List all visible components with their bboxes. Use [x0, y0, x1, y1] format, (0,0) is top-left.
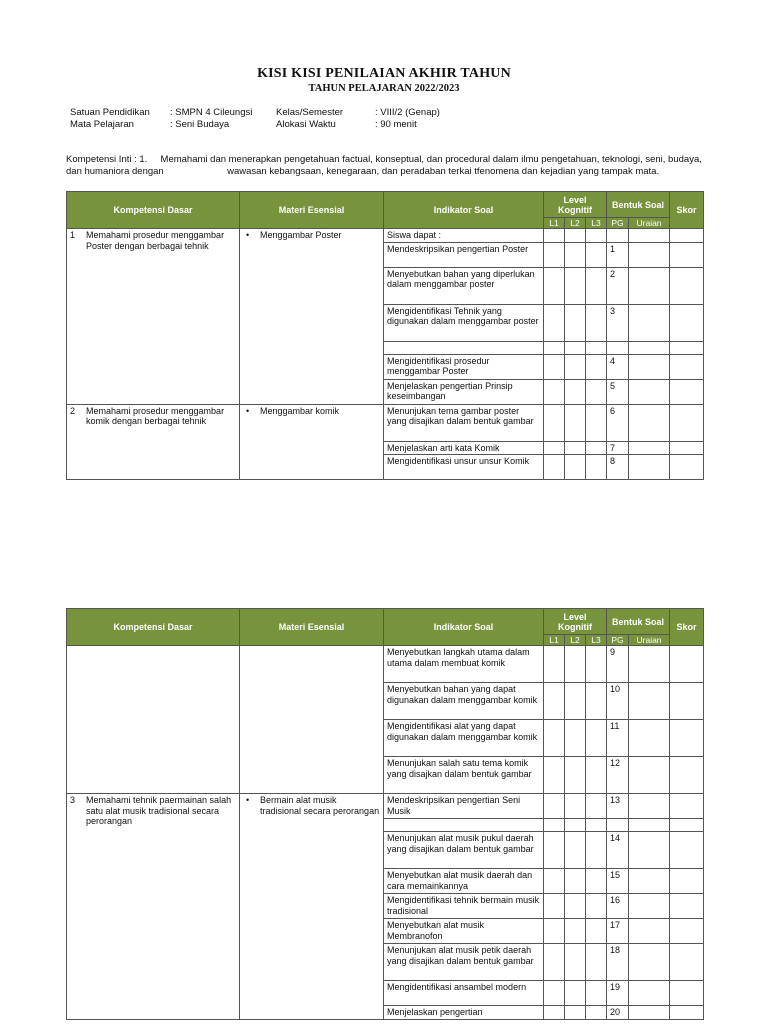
pg-number [607, 229, 629, 243]
indikator-cell: Mengidentifikasi ansambel modern [384, 981, 544, 1006]
indikator-cell: Mengidentifikasi tehnik bermain musik tradisional [384, 894, 544, 919]
header-l3: L3 [586, 635, 607, 646]
me-text: Menggambar komik [260, 405, 340, 416]
header-uraian: Uraian [629, 635, 670, 646]
indikator-cell: Menunjukan alat musik pukul daerah yang disajikan dalam bentuk gambar [384, 832, 544, 869]
pg-number: 2 [607, 267, 629, 304]
pg-number: 5 [607, 379, 629, 404]
header-l2: L2 [565, 635, 586, 646]
indikator-cell: Mengidentifikasi prosedur menggambar Poster [384, 354, 544, 379]
pg-number: 13 [607, 794, 629, 819]
indikator-cell: Menyebutkan langkah utama dalam utama dalam membuat komik [384, 646, 544, 683]
indikator-cell: Mengidentifikasi unsur unsur Komik [384, 455, 544, 480]
ki-text-2: wawasan kebangsaan, kenegaraan, dan peradaban terkai tfenomena dan kejadian yang tampak mata. [227, 165, 660, 177]
indikator-cell: Mengidentifikasi Tehnik yang digunakan dalam menggambar poster [384, 304, 544, 341]
ki-text: Memahami dan menerapkan pengetahuan factual, konseptual, dan procedural dalam ilmu pengetahuan, teknologi, seni, budaya, dan humaniora dengan [66, 154, 702, 177]
indikator-cell: Menjelaskan pengertian Prinsip keseimbangan [384, 379, 544, 404]
header-bentuk-soal: Bentuk Soal [607, 609, 670, 635]
me-cell-3 [240, 794, 384, 1020]
header-l3: L3 [586, 218, 607, 229]
pg-number [607, 819, 629, 832]
waktu-label: Alokasi Waktu [276, 119, 336, 130]
pg-number: 16 [607, 894, 629, 919]
pg-number: 9 [607, 646, 629, 683]
pg-number: 20 [607, 1006, 629, 1020]
indikator-cell: Menunjukan salah satu tema komik yang disajkan dalam bentuk gambar [384, 757, 544, 794]
pg-number: 4 [607, 354, 629, 379]
bullet-icon: • [246, 795, 250, 805]
waktu-value: : 90 menit [375, 119, 417, 130]
me-text: Bermain alat musik tradisional secara perorangan [260, 795, 380, 816]
header-bentuk-soal: Bentuk Soal [607, 192, 670, 218]
me-cell-2 [240, 404, 384, 480]
document-subtitle: TAHUN PELAJARAN 2022/2023 [308, 83, 460, 94]
ki-prefix: Kompetensi Inti : 1. [66, 154, 148, 165]
pg-number: 10 [607, 683, 629, 720]
pg-number: 11 [607, 720, 629, 757]
pg-number: 19 [607, 981, 629, 1006]
mapel-label: Mata Pelajaran [70, 119, 134, 130]
kd-number: 2 [70, 405, 76, 416]
indikator-cell: Menjelaskan pengertian [384, 1006, 544, 1020]
header-l2: L2 [565, 218, 586, 229]
header-kompetensi-dasar: Kompetensi Dasar [67, 192, 240, 229]
satuan-value: : SMPN 4 Cileungsi [170, 107, 253, 118]
kompetensi-inti [66, 154, 706, 177]
pg-number: 1 [607, 242, 629, 267]
header-materi-esensial: Materi Esensial [240, 192, 384, 229]
header-pg: PG [607, 635, 629, 646]
kd-text: Memahami prosedur menggambar komik dengan berbagai tehnik [86, 405, 225, 426]
pg-number: 18 [607, 944, 629, 981]
pg-number: 15 [607, 869, 629, 894]
kisi-table-1 [66, 191, 704, 480]
indikator-cell: Siswa dapat : [384, 229, 544, 243]
kd-text: Memahami tehnik paermainan salah satu alat musik tradisional secara perorangan [86, 795, 232, 826]
indikator-cell: Menyebutkan bahan yang dapat digunakan dalam menggambar komik [384, 683, 544, 720]
header-skor: Skor [670, 192, 704, 229]
pg-number: 8 [607, 455, 629, 480]
pg-number: 7 [607, 441, 629, 455]
satuan-label: Satuan Pendidikan [70, 107, 150, 118]
mapel-value: : Seni Budaya [170, 119, 230, 130]
me-cell-empty [240, 646, 384, 794]
header-materi-esensial: Materi Esensial [240, 609, 384, 646]
kisi-table-2 [66, 608, 704, 1020]
indikator-cell: Mengidentifikasi alat yang dapat digunakan dalam menggambar komik [384, 720, 544, 757]
header-pg: PG [607, 218, 629, 229]
header-indikator-soal: Indikator Soal [384, 609, 544, 646]
indikator-cell: Menunjukan alat musik petik daerah yang disajikan dalam bentuk gambar [384, 944, 544, 981]
indikator-cell [384, 819, 544, 832]
kd-cell-2 [67, 404, 240, 480]
header-uraian: Uraian [629, 218, 670, 229]
document-title: KISI KISI PENILAIAN AKHIR TAHUN [257, 66, 511, 81]
header-l1: L1 [544, 218, 565, 229]
header-level-kognitif: Level Kognitif [544, 192, 607, 218]
pg-number: 12 [607, 757, 629, 794]
bullet-icon: • [246, 230, 250, 240]
indikator-cell: Menyebutkan bahan yang diperlukan dalam menggambar poster [384, 267, 544, 304]
me-cell-1 [240, 229, 384, 405]
pg-number: 3 [607, 304, 629, 341]
kd-number: 3 [70, 795, 76, 805]
header-skor: Skor [670, 609, 704, 646]
indikator-cell [384, 341, 544, 354]
me-text: Menggambar Poster [260, 230, 342, 240]
bullet-icon: • [246, 405, 250, 416]
pg-number: 17 [607, 919, 629, 944]
header-l1: L1 [544, 635, 565, 646]
indikator-cell: Menunjukan tema gambar poster yang disajikan dalam bentuk gambar [384, 404, 544, 441]
kd-number: 1 [70, 230, 76, 240]
header-kompetensi-dasar: Kompetensi Dasar [67, 609, 240, 646]
pg-number: 14 [607, 832, 629, 869]
indikator-cell: Mendeskripsikan pengertian Poster [384, 242, 544, 267]
pg-number [607, 341, 629, 354]
kelas-label: Kelas/Semester [276, 107, 344, 118]
kd-cell-1 [67, 229, 240, 405]
indikator-cell: Mendeskripsikan pengertian Seni Musik [384, 794, 544, 819]
header-indikator-soal: Indikator Soal [384, 192, 544, 229]
kelas-value: : VIII/2 (Genap) [375, 107, 440, 118]
indikator-cell: Menyebutkan alat musik daerah dan cara memainkannya [384, 869, 544, 894]
header-level-kognitif: Level Kognitif [544, 609, 607, 635]
kd-text: Memahami prosedur menggambar Poster dengan berbagai tehnik [86, 230, 225, 251]
kd-cell-empty [67, 646, 240, 794]
indikator-cell: Menyebutkan alat musik Membranofon [384, 919, 544, 944]
pg-number: 6 [607, 404, 629, 441]
kd-cell-3 [67, 794, 240, 1020]
indikator-cell: Menjelaskan arti kata Komik [384, 441, 544, 455]
